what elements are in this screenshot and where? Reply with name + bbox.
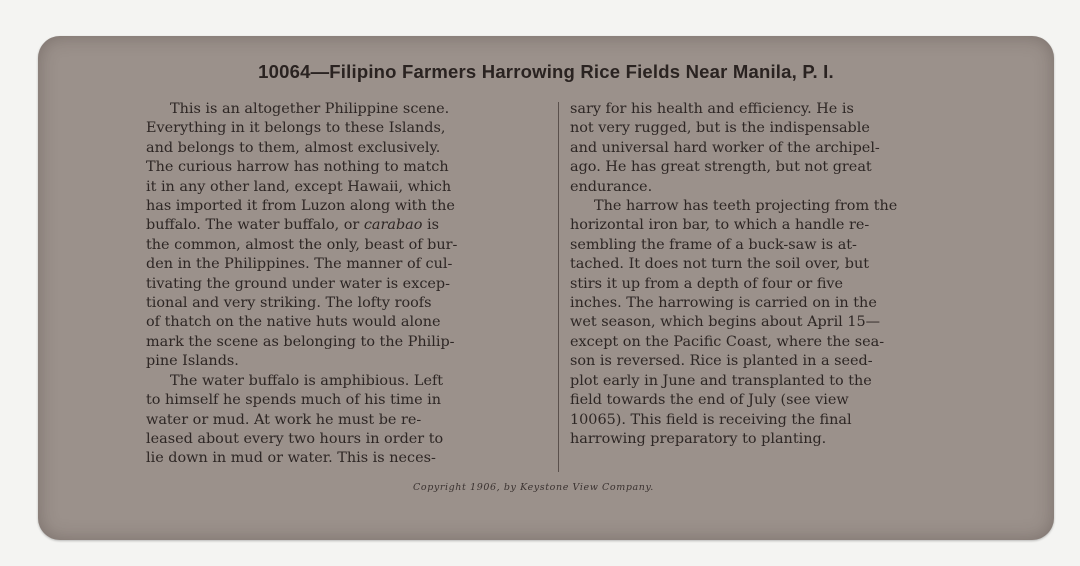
- card-title: 10064—Filipino Farmers Harrowing Rice Fields Near Manila, P. I.: [258, 61, 834, 82]
- text-line: pine Islands.: [146, 353, 239, 370]
- text-line: leased about every two hours in order to: [146, 430, 444, 447]
- text-line: mark the scene as belonging to the Philip-: [146, 333, 455, 350]
- text-line: sembling the frame of a buck-saw is at-: [570, 236, 857, 253]
- text-line: ago. He has great strength, but not great: [570, 159, 872, 176]
- text-line: field towards the end of July (see view: [570, 392, 849, 409]
- column-divider: [558, 102, 559, 472]
- text-line: plot early in June and transplanted to the: [570, 372, 872, 389]
- text-line: except on the Pacific Coast, where the sea-: [570, 333, 885, 350]
- text-line: This is an altogether Philippine scene.: [170, 101, 450, 117]
- text-line: endurance.: [570, 178, 653, 195]
- text-line: son is reversed. Rice is planted in a seed-: [570, 353, 873, 370]
- text-line: the common, almost the only, beast of bur-: [146, 236, 458, 253]
- text-line: water or mud. At work he must be re-: [146, 411, 422, 428]
- text-line: The curious harrow has nothing to match: [146, 159, 449, 176]
- text-line: has imported it from Luzon along with the: [146, 198, 455, 215]
- text-line: harrowing preparatory to planting.: [570, 430, 827, 447]
- text-line: lie down in mud or water. This is neces-: [146, 450, 436, 467]
- text-line: of thatch on the native huts would alone: [146, 314, 441, 331]
- text-line: stirs it up from a depth of four or five: [570, 275, 844, 292]
- stereoview-card-back: [38, 36, 1054, 540]
- text-line: tivating the ground under water is excep-: [146, 275, 450, 292]
- text-line: it in any other land, except Hawaii, which: [146, 178, 452, 195]
- text-line: Everything in it belongs to these Islands,: [146, 120, 446, 137]
- text-line: tached. It does not turn the soil over, but: [570, 256, 870, 273]
- text-line: wet season, which begins about April 15—: [570, 314, 881, 331]
- italic-word: carabao: [363, 217, 423, 234]
- text-line: den in the Philippines. The manner of cul-: [146, 256, 453, 273]
- text-line: not very rugged, but is the indispensable: [570, 120, 870, 137]
- text-line: The harrow has teeth projecting from the: [594, 198, 898, 215]
- text-line: to himself he spends much of his time in: [146, 392, 442, 409]
- text-line: inches. The harrowing is carried on in the: [570, 295, 877, 312]
- text-line: and universal hard worker of the archipel-: [570, 139, 880, 156]
- text-line: horizontal iron bar, to which a handle re-: [570, 217, 870, 234]
- text-line: 10065). This field is receiving the final: [570, 411, 852, 428]
- copyright-notice: Copyright 1906, by Keystone View Company.: [413, 482, 654, 493]
- left-text-column: [146, 100, 548, 469]
- text-line: and belongs to them, almost exclusively.: [146, 139, 441, 156]
- text-line: tional and very striking. The lofty roofs: [146, 295, 432, 312]
- text-line: buffalo. The water buffalo, or carabao is: [146, 217, 439, 234]
- text-line: The water buffalo is amphibious. Left: [170, 372, 444, 389]
- text-line: sary for his health and efficiency. He is: [570, 101, 854, 117]
- right-text-column: [570, 100, 974, 449]
